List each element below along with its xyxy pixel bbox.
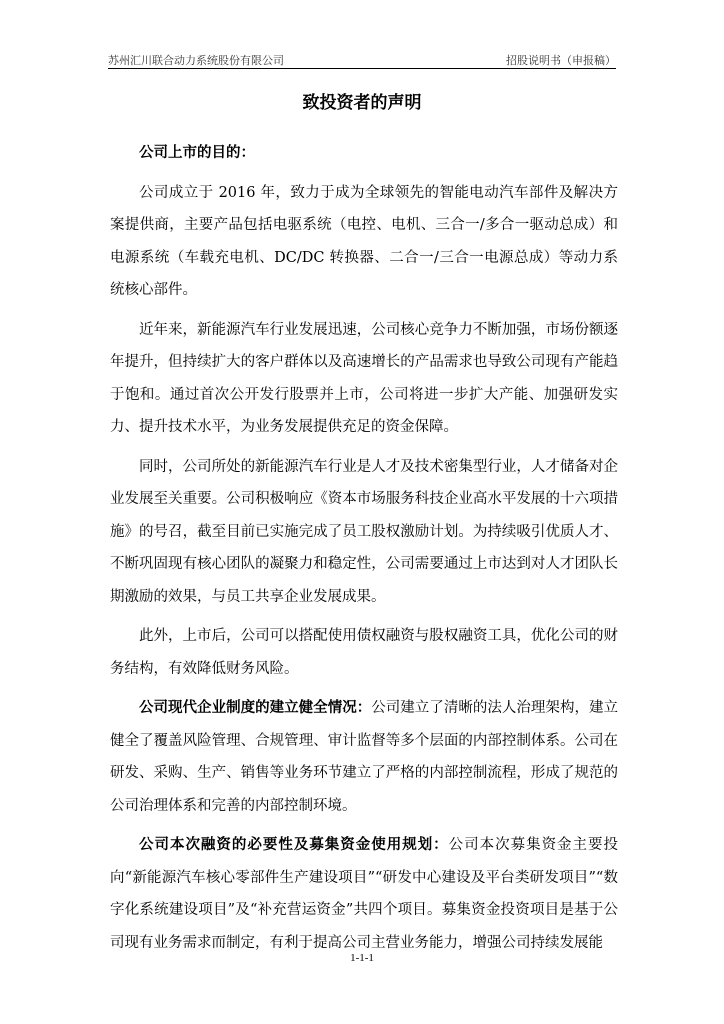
financing-text: 公司本次募集资金主要投向“新能源汽车核心零部件生产建设项目”“研发中心建设及平台类研发项目”“数字化系统建设项目”及“补充营运资金”共四个项目。募集资金投资项目是基于公司现有业务需求而制定，有利于提高公司主营业务能力，增强公司持续发展能: [110, 837, 619, 951]
page-number: 1-1-1: [350, 952, 374, 964]
paragraph-growth: 近年来，新能源汽车行业发展迅速，公司核心竞争力不断加强，市场份额逐年提升，但持续扩大的客户群体以及高速增长的产品需求也导致公司现有产能趋于饱和。通过首次公开发行股票并上市，公司将进一步扩大产能、加强研发实力、提升技术水平，为业务发展提供充足的资金保障。: [110, 321, 618, 435]
purpose-heading: [110, 137, 618, 170]
paragraph-governance: [110, 692, 618, 822]
paragraph-financing-structure: 此外，上市后，公司可以搭配使用债权融资与股权融资工具，优化公司的财务结构，有效降低财务风险。: [110, 628, 618, 677]
purpose-heading-text: 公司上市的目的：: [139, 144, 255, 161]
page-title: 致投资者的声明: [302, 93, 422, 113]
paragraph-fundraising: [110, 829, 618, 959]
document-body: [110, 137, 618, 966]
governance-text: 公司建立了清晰的法人治理架构，建立健全了覆盖风险管理、合规管理、审计监督等多个层面的内部控制体系。公司在研发、采购、生产、销售等业务环节建立了严格的内部控制流程，形成了规范的公司治理体系和完善的内部控制环境。: [110, 700, 618, 814]
page-header: [108, 50, 616, 69]
financing-heading: 公司本次融资的必要性及募集资金使用规划：: [139, 836, 449, 853]
header-document-type: 招股说明书（申报稿）: [506, 54, 616, 67]
paragraph-founding: 公司成立于 2016 年，致力于成为全球领先的智能电动汽车部件及解决方案提供商，主要产品包括电驱系统（电控、电机、三合一/多合一驱动总成）和电源系统（车载充电机、DC/DC 转换器、二合一/三合一电源总成）等动力系统核心部件。: [110, 184, 618, 298]
paragraph-talent: 同时，公司所处的新能源汽车行业是人才及技术密集型行业，人才储备对企业发展至关重要。公司积极响应《资本市场服务科技企业高水平发展的十六项措施》的号召，截至目前已实施完成了员工股权激励计划。为持续吸引优质人才、不断巩固现有核心团队的凝聚力和稳定性，公司需要通过上市达到对人才团队长期激励的效果，与员工共享企业发展成果。: [110, 458, 618, 605]
header-company-name: 苏州汇川联合动力系统股份有限公司: [108, 54, 284, 67]
governance-heading: 公司现代企业制度的建立健全情况：: [139, 699, 372, 716]
